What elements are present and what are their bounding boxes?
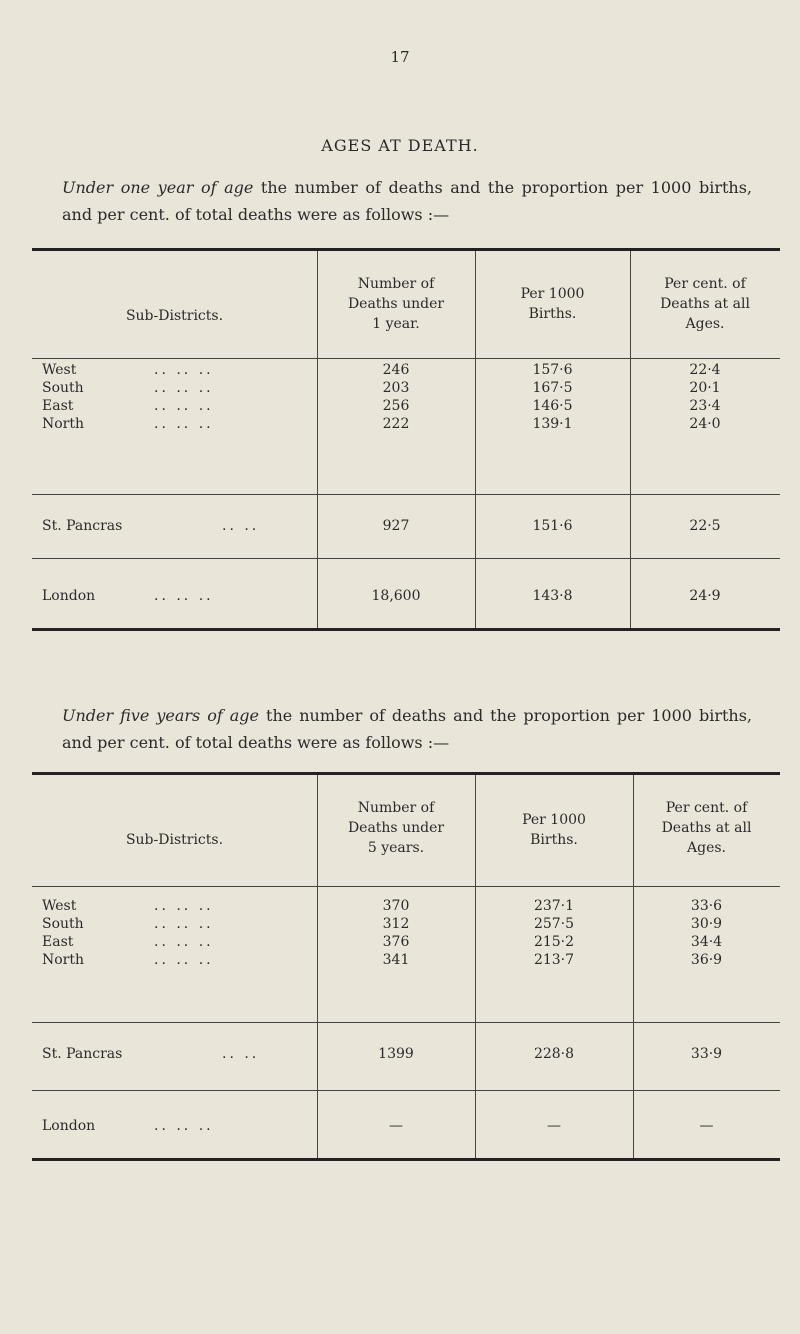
cell-per1000: 213·7 bbox=[533, 952, 575, 968]
cell-deaths: 312 bbox=[382, 916, 410, 932]
row-label-north: North bbox=[42, 416, 85, 432]
cell-percent: — bbox=[699, 1118, 714, 1134]
cell-deaths: 370 bbox=[382, 898, 410, 914]
header-deaths: Number of Deaths under 5 years. bbox=[347, 800, 445, 856]
cell-deaths: 1399 bbox=[378, 1046, 414, 1062]
table-top-rule bbox=[32, 772, 780, 775]
header-sub-districts: Sub-Districts. bbox=[125, 308, 224, 324]
header-sub-districts: Sub-Districts. bbox=[125, 832, 224, 848]
header-deaths: Number of Deaths under 1 year. bbox=[347, 276, 445, 332]
table-bottom-rule bbox=[32, 1158, 780, 1161]
cell-deaths: 18,600 bbox=[371, 588, 421, 604]
row-label-west: West bbox=[42, 898, 77, 914]
row-label-east: East bbox=[42, 398, 74, 414]
cell-percent: 36·9 bbox=[690, 952, 723, 968]
cell-per1000: 215·2 bbox=[533, 934, 575, 950]
cell-per1000: 139·1 bbox=[532, 416, 573, 432]
cell-percent: 20·1 bbox=[689, 380, 721, 396]
cell-deaths: 927 bbox=[382, 518, 410, 534]
row-label-east: East bbox=[42, 934, 74, 950]
cell-percent: 22·4 bbox=[689, 362, 721, 378]
cell-deaths: — bbox=[389, 1118, 403, 1134]
table-under-five-years: Sub-Districts. Number of Deaths under 5 years. Per 1000 Births. Per cent. of Deaths at all Ages. West .. .. .. 370 237·1 33·6 South .. .. .. 312 257·5 30·9 East .. .. .. 376 215·2 34·4 North .. .. .. 341 213·7 36·9 St. Pancras .. .. 1399 228·8 33·9 London .. .. .. — — — bbox=[32, 772, 780, 1164]
cell-percent: 23·4 bbox=[689, 398, 721, 414]
table-top-rule bbox=[32, 248, 780, 251]
cell-per1000: 157·6 bbox=[532, 362, 573, 378]
cell-percent: 30·9 bbox=[690, 916, 723, 932]
cell-deaths: 376 bbox=[382, 934, 410, 950]
row-label-london: London bbox=[42, 588, 96, 604]
row-label-south: South bbox=[42, 380, 84, 396]
row-label-west: West bbox=[42, 362, 77, 378]
cell-deaths: 256 bbox=[382, 398, 410, 414]
row-label-south: South bbox=[42, 916, 84, 932]
section1-intro-text: the number of deaths and the proportion per 1000 births, and per cent. of total deaths were as follows :— bbox=[62, 178, 753, 224]
cell-per1000: 237·1 bbox=[533, 898, 575, 914]
row-label-london: London bbox=[42, 1118, 96, 1134]
cell-deaths: 246 bbox=[382, 362, 410, 378]
section2-intro-italic: Under five years of age bbox=[62, 706, 260, 725]
header-per-1000: Per 1000 Births. bbox=[522, 812, 586, 848]
page-heading: AGES AT DEATH. bbox=[321, 136, 479, 155]
cell-per1000: 143·8 bbox=[532, 588, 573, 604]
cell-percent: 22·5 bbox=[689, 518, 721, 534]
header-per-cent: Per cent. of Deaths at all Ages. bbox=[660, 276, 750, 332]
section2-intro-text: the number of deaths and the proportion per 1000 births, and per cent. of total deaths were as follows :— bbox=[62, 706, 753, 752]
cell-per1000: — bbox=[547, 1118, 561, 1134]
cell-percent: 24·0 bbox=[689, 416, 721, 432]
cell-per1000: 146·5 bbox=[532, 398, 573, 414]
cell-per1000: 257·5 bbox=[533, 916, 575, 932]
cell-per1000: 167·5 bbox=[532, 380, 573, 396]
header-per-cent: Per cent. of Deaths at all Ages. bbox=[661, 800, 752, 856]
header-per-1000: Per 1000 Births. bbox=[520, 286, 585, 322]
table-bottom-rule bbox=[32, 628, 780, 631]
cell-percent: 34·4 bbox=[690, 934, 723, 950]
row-label-st-pancras: St. Pancras bbox=[42, 518, 123, 534]
section1-intro-italic: Under one year of age bbox=[62, 178, 254, 197]
cell-deaths: 203 bbox=[382, 380, 410, 396]
cell-per1000: 228·8 bbox=[533, 1046, 575, 1062]
cell-percent: 33·9 bbox=[690, 1046, 723, 1062]
cell-per1000: 151·6 bbox=[532, 518, 573, 534]
page-number: 17 bbox=[390, 48, 410, 66]
cell-deaths: 341 bbox=[382, 952, 410, 968]
table-under-one-year: Sub-Districts. Number of Deaths under 1 year. Per 1000 Births. Per cent. of Deaths at all Ages. West .. .. .. 246 157·6 22·4 South .. .. .. 203 167·5 20·1 East .. .. .. 256 146·5 23·4 North .. .. .. 222 139·1 24·0 St. Pancras .. .. 927 151·6 22·5 London .. .. .. 18,600 143·8 24·9 bbox=[32, 248, 780, 634]
cell-deaths: 222 bbox=[382, 416, 410, 432]
section2-intro bbox=[62, 702, 752, 756]
section1-intro bbox=[62, 174, 752, 228]
row-label-st-pancras: St. Pancras bbox=[42, 1046, 123, 1062]
cell-percent: 33·6 bbox=[690, 898, 723, 914]
row-label-north: North bbox=[42, 952, 85, 968]
cell-percent: 24·9 bbox=[689, 588, 721, 604]
